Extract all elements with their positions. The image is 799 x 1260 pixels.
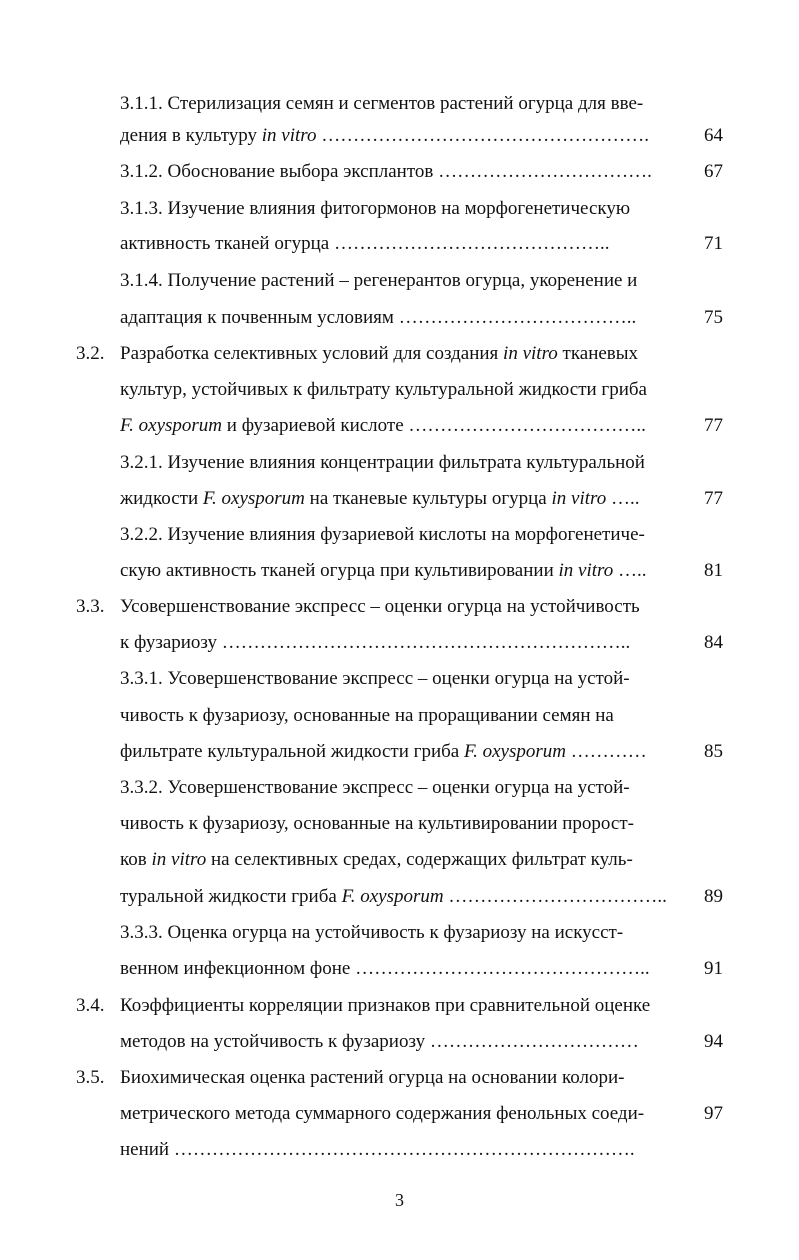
toc-section-number: 3.3. <box>76 596 105 617</box>
toc-page-number: 97 <box>704 1103 723 1124</box>
toc-entry-3-2-2-line2 <box>120 558 646 584</box>
toc-italic-text: in vitro <box>503 343 558 364</box>
toc-entry-3-3-3-line1: 3.3.3. Оценка огурца на устойчивость к фузариозу на искусст- <box>120 922 624 943</box>
toc-page-number: 67 <box>704 161 723 182</box>
toc-page-number: 75 <box>704 307 723 328</box>
toc-entry-3-1-4-line2: адаптация к почвенным условиям ……………………………….. <box>120 307 637 328</box>
toc-section-number: 3.5. <box>76 1067 105 1088</box>
page-number: 3 <box>395 1190 404 1210</box>
toc-text: и фузариевой кислоте ……………………………….. <box>222 415 646 436</box>
toc-text: ков <box>120 849 152 870</box>
toc-entry-3-3-2-line4 <box>120 884 667 910</box>
toc-leader-dots: ………… <box>566 741 647 762</box>
toc-page-number: 64 <box>704 125 723 146</box>
toc-entry-3-3-2-line3 <box>120 847 633 873</box>
toc-page-number: 77 <box>704 415 723 436</box>
toc-entry-3-3-1-line3 <box>120 739 647 765</box>
toc-entry-3-2-line2: культур, устойчивых к фильтрату культуральной жидкости гриба <box>120 379 647 400</box>
toc-leader-dots: ……………………………………………. <box>316 125 649 146</box>
toc-entry-3-3-line2: к фузариозу ……………………………………………………….. <box>120 632 631 653</box>
toc-entry-3-2-1-line1: 3.2.1. Изучение влияния концентрации фильтрата культуральной <box>120 452 645 473</box>
toc-italic-text: in vitro <box>551 488 607 509</box>
toc-entry-3-2-line3 <box>120 413 646 439</box>
toc-entry-3-1-3-line1: 3.1.3. Изучение влияния фитогормонов на морфогенетическую <box>120 198 631 219</box>
toc-leader-dots: …………………………….. <box>443 886 667 907</box>
toc-entry-3-5-line1: Биохимическая оценка растений огурца на основании колори- <box>120 1067 625 1088</box>
toc-page-number: 84 <box>704 632 723 653</box>
toc-entry-3-1-4-line1: 3.1.4. Получение растений – регенерантов огурца, укоренение и <box>120 270 638 291</box>
toc-entry-3-5-line3: нений ………………………………………………………………. <box>120 1139 635 1160</box>
toc-text: фильтрате культуральной жидкости гриба <box>120 741 464 762</box>
toc-text: жидкости <box>120 488 203 509</box>
toc-page-number: 71 <box>704 233 723 254</box>
toc-entry-3-1-2: 3.1.2. Обоснование выбора эксплантов ……………………………. <box>120 161 652 182</box>
toc-italic-text: in vitro <box>558 560 614 581</box>
toc-entry-3-5-line2: метрического метода суммарного содержания фенольных соеди- <box>120 1103 645 1124</box>
toc-page-number: 81 <box>704 560 723 581</box>
toc-page-number: 94 <box>704 1031 723 1052</box>
toc-entry-3-3-2-line1: 3.3.2. Усовершенствование экспресс – оценки огурца на устой- <box>120 777 630 798</box>
toc-entry-3-2-1-line2 <box>120 486 639 512</box>
toc-italic-text: F. oxysporum <box>202 488 305 509</box>
toc-entry-3-2-2-line1: 3.2.2. Изучение влияния фузариевой кислоты на морфогенетиче- <box>120 524 645 545</box>
toc-section-number: 3.2. <box>76 343 105 364</box>
toc-entry-3-1-1-line2 <box>120 123 649 149</box>
toc-text: скую активность тканей огурца при культивировании <box>120 560 559 581</box>
toc-entry-3-3-line1: Усовершенствование экспресс – оценки огурца на устойчивость <box>120 596 640 617</box>
toc-leader-dots: ….. <box>613 560 647 581</box>
toc-entry-3-2-line1 <box>120 341 638 367</box>
toc-text: на тканевые культуры огурца <box>304 488 552 509</box>
toc-entry-3-3-1-line2: чивость к фузариозу, основанные на проращивании семян на <box>120 705 614 726</box>
toc-page-number: 85 <box>704 741 723 762</box>
toc-entry-3-4-line1: Коэффициенты корреляции признаков при сравнительной оценке <box>120 995 651 1016</box>
toc-entry-3-1-3-line2: активность тканей огурца …………………………………….. <box>120 233 610 254</box>
toc-entry-3-3-1-line1: 3.3.1. Усовершенствование экспресс – оценки огурца на устой- <box>120 668 630 689</box>
toc-entry-3-1-1-line1: 3.1.1. Стерилизация семян и сегментов растений огурца для вве- <box>120 93 644 114</box>
toc-page-number: 91 <box>704 958 723 979</box>
toc-text: дения в культуру <box>120 125 262 146</box>
toc-text: на селективных средах, содержащих фильтрат куль- <box>206 849 633 870</box>
toc-entry-3-3-2-line2: чивость к фузариозу, основанные на культивировании пророст- <box>120 813 634 834</box>
toc-page-number: 77 <box>704 488 723 509</box>
toc-italic-text: F. oxysporum <box>341 886 444 907</box>
toc-text: туральной жидкости гриба <box>120 886 342 907</box>
toc-page-number: 89 <box>704 886 723 907</box>
toc-entry-3-4-line2: методов на устойчивость к фузариозу …………………………… <box>120 1031 639 1052</box>
toc-text: тканевых <box>557 343 639 364</box>
toc-text: Разработка селективных условий для создания <box>120 343 504 364</box>
toc-leader-dots: ….. <box>606 488 640 509</box>
toc-section-number: 3.4. <box>76 995 105 1016</box>
toc-italic-text: in vitro <box>261 125 317 146</box>
toc-entry-3-3-3-line2: венном инфекционном фоне ……………………………………….. <box>120 958 650 979</box>
toc-italic-text: in vitro <box>151 849 207 870</box>
toc-italic-text: F. oxysporum <box>120 415 223 436</box>
toc-italic-text: F. oxysporum <box>463 741 567 762</box>
